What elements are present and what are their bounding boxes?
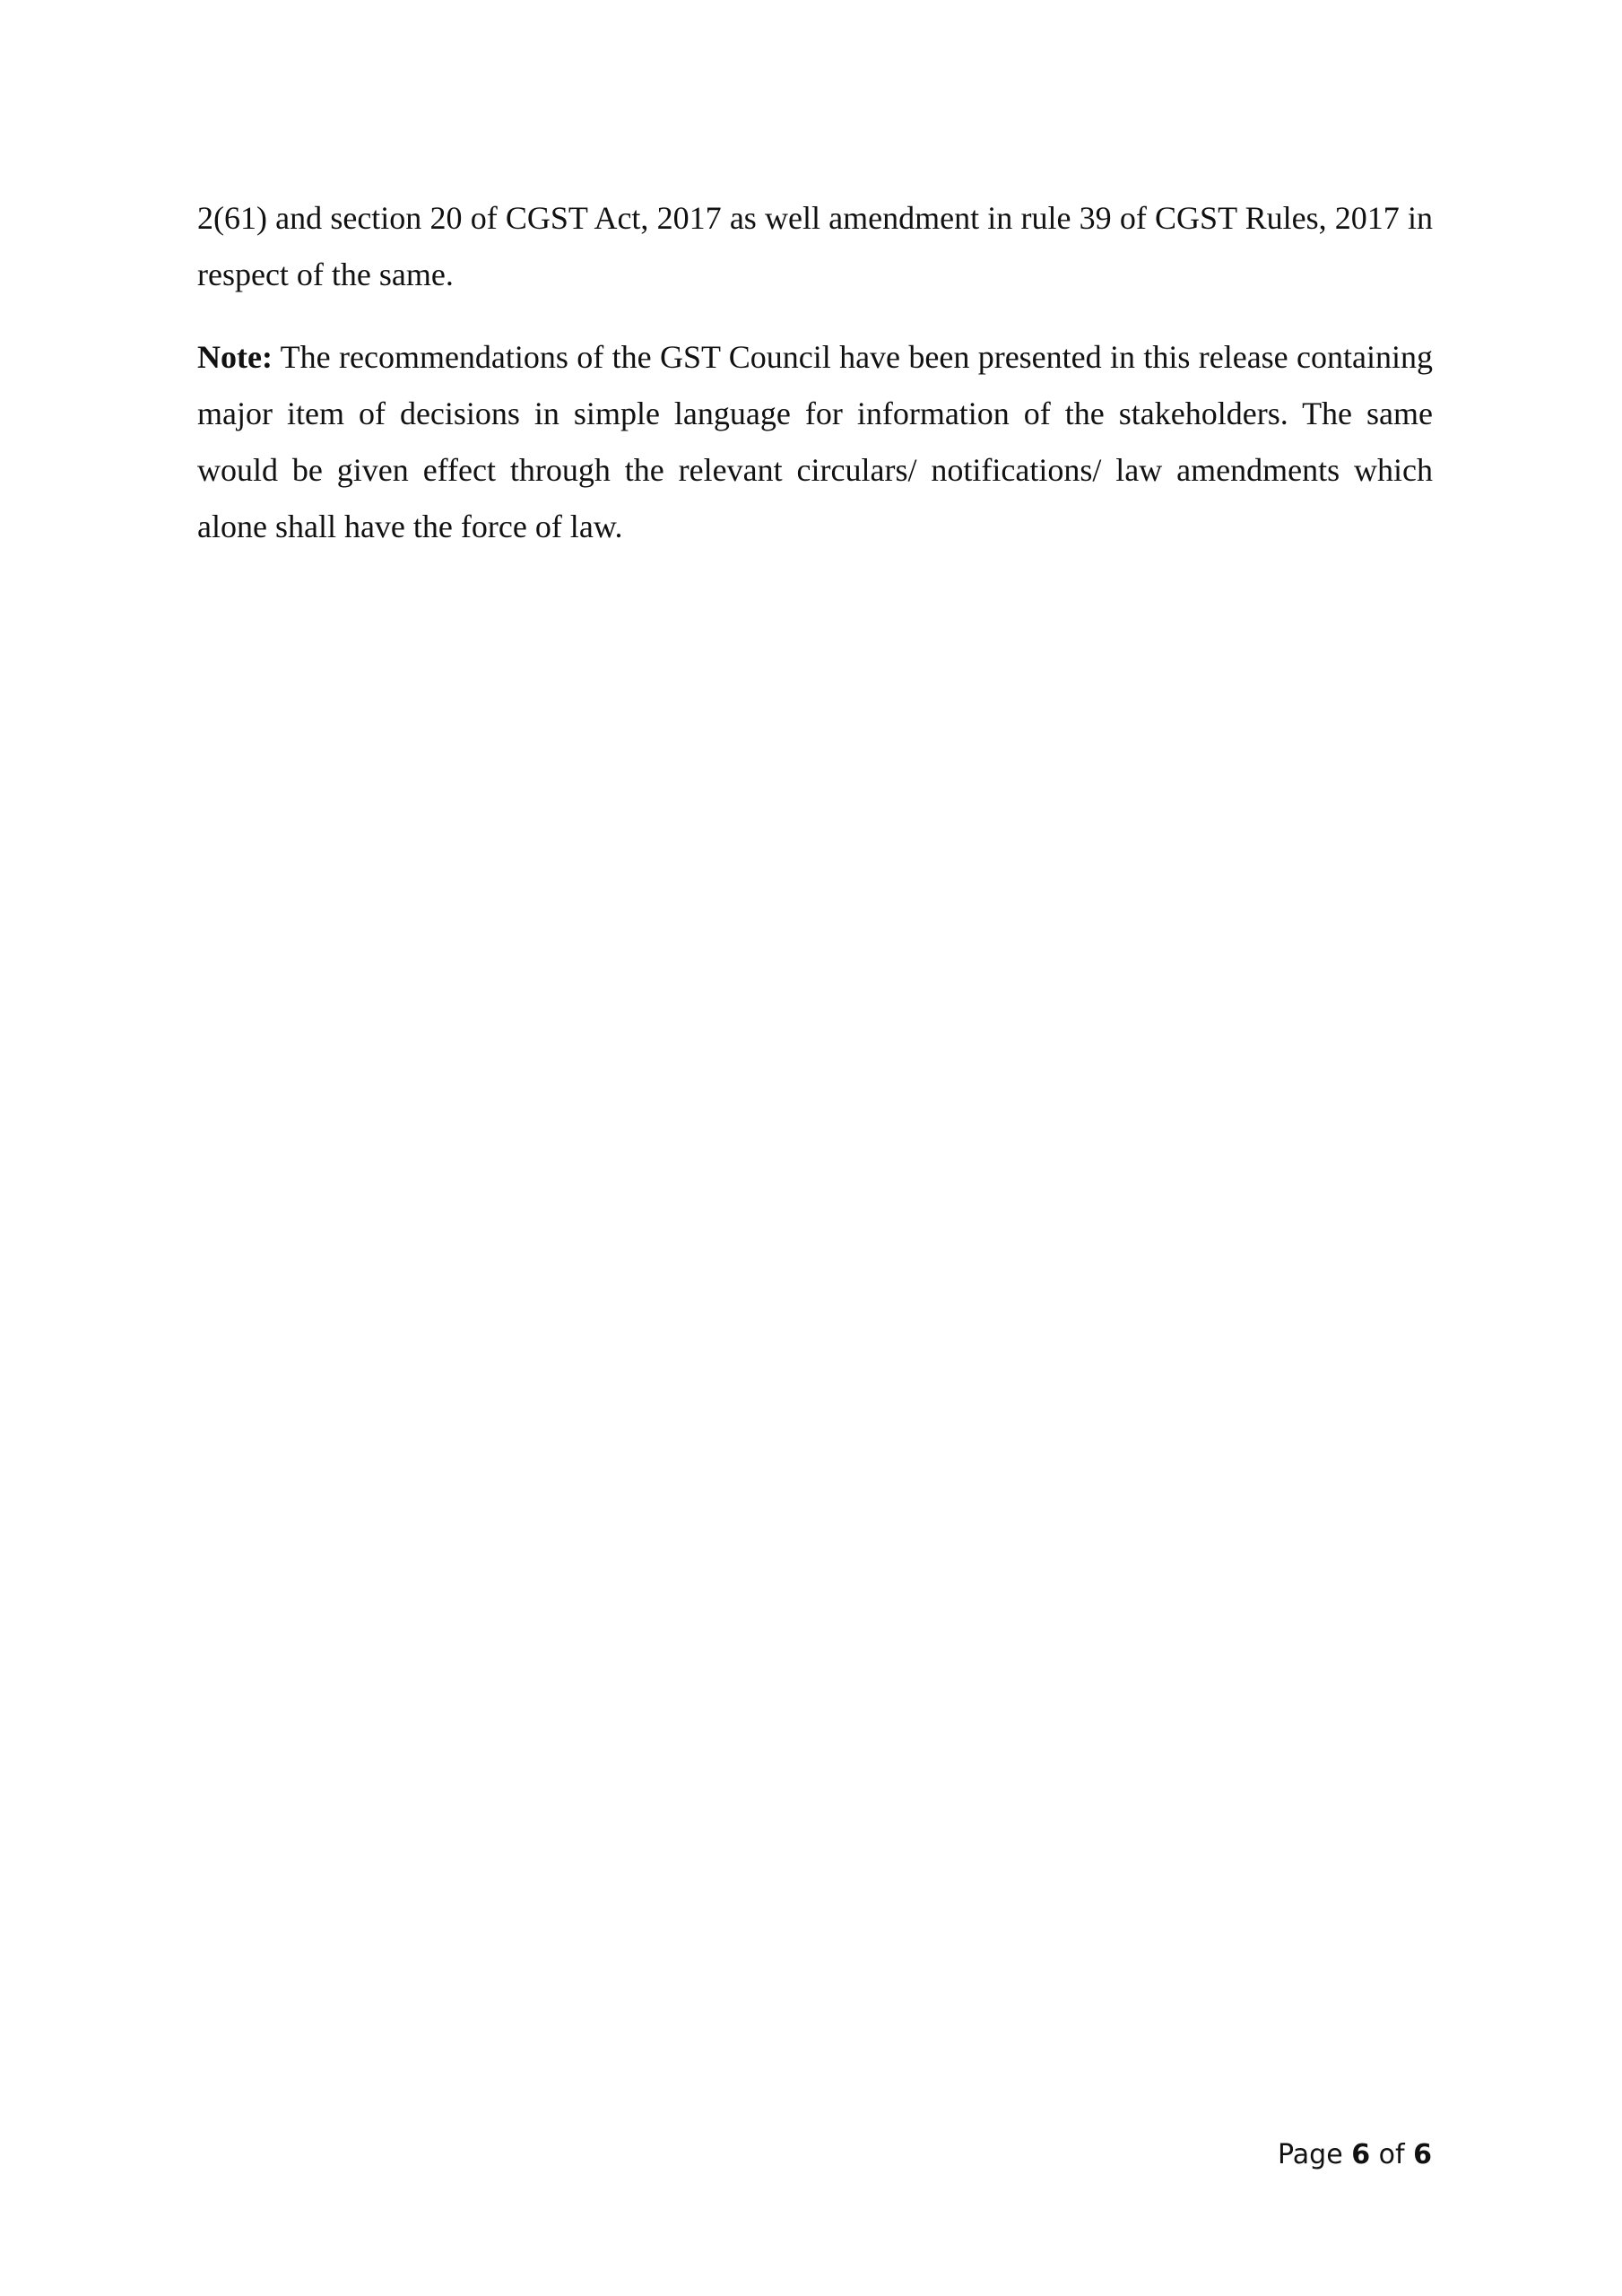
continuation-paragraph: 2(61) and section 20 of CGST Act, 2017 as well amendment in rule 39 of CGST Rules, 2017 in respect of the same. [197, 200, 1433, 292]
page-word: Page [1278, 2139, 1343, 2170]
total-pages-number: 6 [1413, 2139, 1432, 2170]
of-word: of [1378, 2139, 1405, 2170]
note-text: The recommendations of the GST Council have been presented in this release containing major item of decisions in simple language for information of the stakeholders. The same would be given effect through the relevant circulars/ notifications/ law amendments which alone shall have the force of law. [197, 339, 1433, 544]
note-paragraph [197, 329, 1433, 555]
note-label: Note: [197, 339, 273, 375]
page-number [1278, 2137, 1432, 2173]
current-page-number: 6 [1351, 2139, 1371, 2170]
